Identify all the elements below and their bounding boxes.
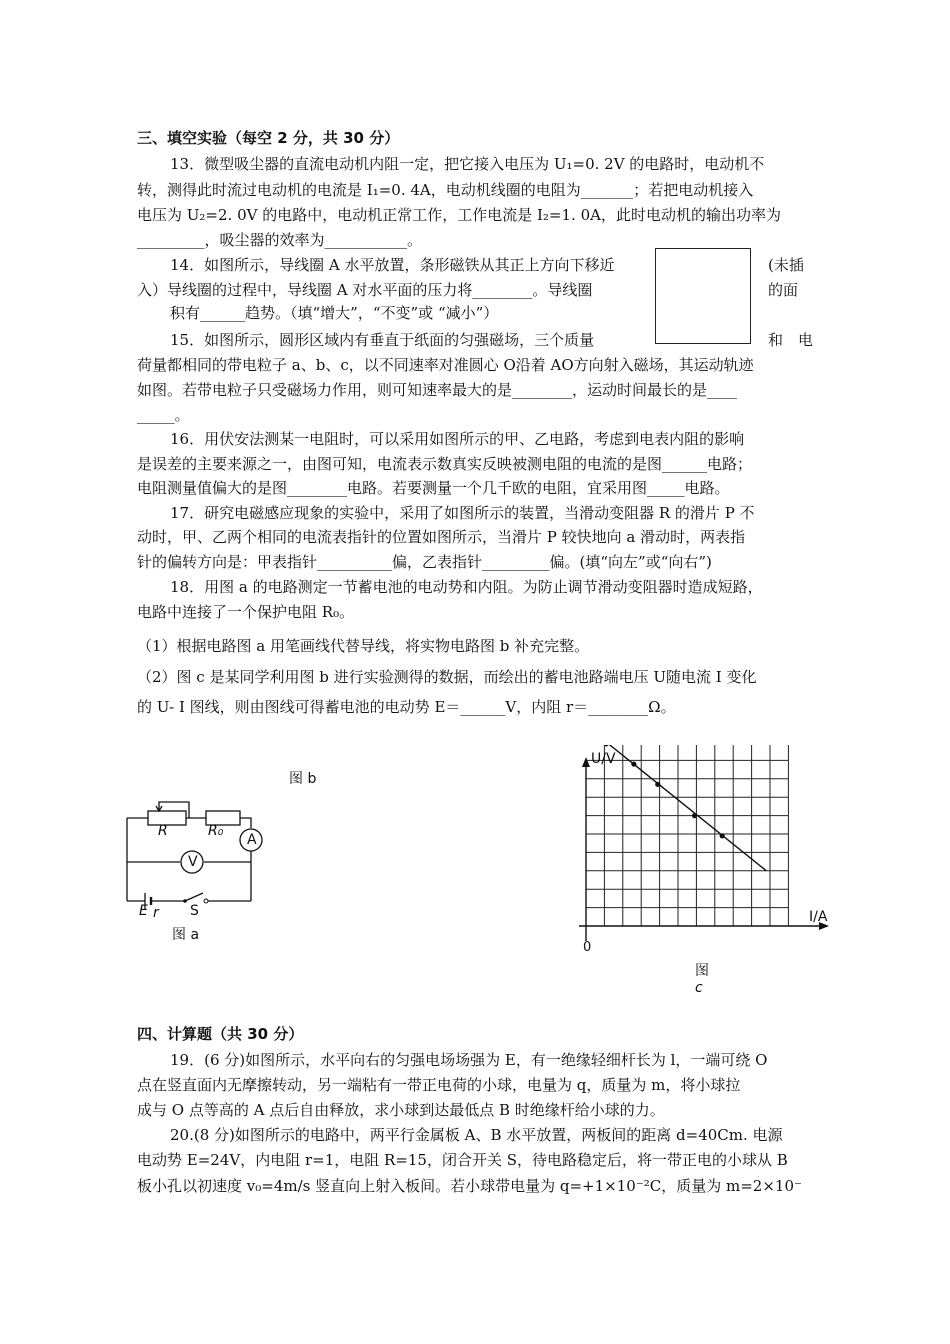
q14-line-1: 14．如图所示，导线圈 A 水平放置，条形磁铁从其正上方向下移近 [170, 256, 615, 274]
q18-part-2-line-2: 的 U- I 图线，则由图线可得蓄电池的电动势 E＝______V，内阻 r＝________Ω。 [137, 698, 676, 716]
figure-a-caption: 图 a [172, 927, 200, 943]
q15-line-4: _____。 [137, 406, 190, 424]
figure-b-label: 图 b [289, 771, 317, 787]
q14-line-2: 入）导线圈的过程中，导线圈 A 对水平面的压力将________。导线圈 [137, 281, 593, 299]
label-r-internal: r [153, 905, 159, 921]
y-axis-arrow [582, 757, 590, 767]
q19-line-2: 点在竖直面内无摩擦转动，另一端粘有一带正电荷的小球，电量为 q，质量为 m，将小球拉 [137, 1076, 741, 1094]
q18-part-2-line-1: （2）图 c 是某同学利用图 b 进行实验测得的数据，而绘出的蓄电池路端电压 U随电流 I 变化 [137, 668, 757, 686]
q20-line-3: 板小孔以初速度 v₀=4m/s 竖直向上射入板间。若小球带电量为 q=+1×10⁻²C，质量为 m=2×10⁻ [137, 1177, 802, 1195]
label-s: S [190, 903, 199, 919]
q13-line-4: _________，吸尘器的效率为___________。 [137, 231, 423, 249]
q17-line-1: 17．研究电磁感应现象的实验中，采用了如图所示的装置，当滑动变阻器 R 的滑片 P 不 [170, 504, 755, 522]
q14-side-2: 的面 [768, 281, 799, 299]
y-axis-label: U/V [591, 751, 616, 767]
q14-side-1: (未插 [768, 256, 804, 274]
ammeter-icon: A [247, 832, 257, 848]
q13-line-2: 转，测得此时流过电动机的电流是 I₁=0. 4A，电动机线圈的电阻为_______；若把电动机接入 [137, 181, 754, 199]
x-axis-label: I/A [809, 909, 828, 925]
q16-line-3: 电阻测量值偏大的是图________电路。若要测量一个几千欧的电阻，宜采用图_____电路。 [137, 479, 730, 497]
q18-line-1: 18．用图 a 的电路测定一节蓄电池的电动势和内阻。为防止调节滑动变阻器时造成短路， [170, 578, 763, 596]
q13-line-3: 电压为 U₂=2. 0V 的电路中，电动机正常工作，工作电流是 I₂=1. 0A，此时电动机的输出功率为 [137, 206, 781, 224]
section-3-heading: 三、填空实验（每空 2 分，共 30 分） [137, 129, 400, 147]
q14-line-3: 积有______趋势。（填“增大”，“不变”或 “减小”） [170, 304, 499, 322]
q18-line-2: 电路中连接了一个保护电阻 R₀。 [137, 603, 355, 621]
q15-line-3: 如图。若带电粒子只受磁场力作用，则可知速率最大的是________，运动时间最长的是____ [137, 381, 738, 399]
origin-label: 0 [583, 940, 592, 955]
data-point [655, 782, 660, 787]
q15-line-2: 荷量都相同的带电粒子 a、b、c，以不同速率对准圆心 O沿着 AO方向射入磁场，其运动轨迹 [137, 356, 754, 374]
q19-line-3: 成与 O 点等高的 A 点后自由释放，求小球到达最低点 B 时绝缘杆给小球的力。 [137, 1101, 665, 1119]
figure-placeholder-box [655, 248, 751, 344]
q16-line-1: 16．用伏安法测某一电阻时，可以采用如图所示的甲、乙电路，考虑到电表内阻的影响 [170, 430, 745, 448]
data-point [692, 813, 697, 818]
q20-line-1: 20.(8 分)如图所示的电路中，两平行金属板 A、B 水平放置，两板间的距离 d=40Cm. 电源 [170, 1126, 783, 1144]
voltmeter-icon: V [188, 854, 198, 870]
q16-line-2: 是误差的主要来源之一，由图可知，电流表示数真实反映被测电阻的电流的是图______电路； [137, 455, 753, 473]
label-r0: R₀ [208, 823, 224, 839]
q17-line-3: 针的偏转方向是：甲表指针__________偏，乙表指针_________偏。(填“向左”或“向右”) [137, 553, 712, 571]
q15-side: 和 电 [768, 331, 814, 349]
q20-line-2: 电动势 E=24V，内电阻 r=1，电阻 R=15，闭合开关 S，待电路稳定后，将一带正电的小球从 B [137, 1151, 788, 1169]
q13-line-1: 13．微型吸尘器的直流电动机内阻一定，把它接入电压为 U₁=0. 2V 的电路时，电动机不 [170, 155, 765, 173]
figure-c-chart [565, 745, 840, 960]
label-r: R [158, 823, 168, 839]
q17-line-2: 动时，甲、乙两个相同的电流表指针的位置如图所示，当滑片 P 较快地向 a 滑动时，两表指 [137, 528, 746, 546]
figure-c-caption-bottom: c [695, 980, 703, 996]
label-e: E [139, 903, 148, 919]
q19-line-1: 19．(6 分)如图所示，水平向右的匀强电场场强为 E，有一绝缘轻细杆长为 l，一端可绕 O [170, 1051, 768, 1069]
q18-part-1: （1）根据电路图 a 用笔画线代替导线，将实物电路图 b 补充完整。 [137, 637, 590, 655]
figure-c-caption-top: 图 [695, 963, 709, 979]
data-point [631, 761, 636, 766]
data-point [720, 833, 725, 838]
section-4-heading: 四、计算题（共 30 分） [137, 1025, 304, 1043]
q15-line-1: 15．如图所示，圆形区域内有垂直于纸面的匀强磁场，三个质量 [170, 331, 595, 349]
